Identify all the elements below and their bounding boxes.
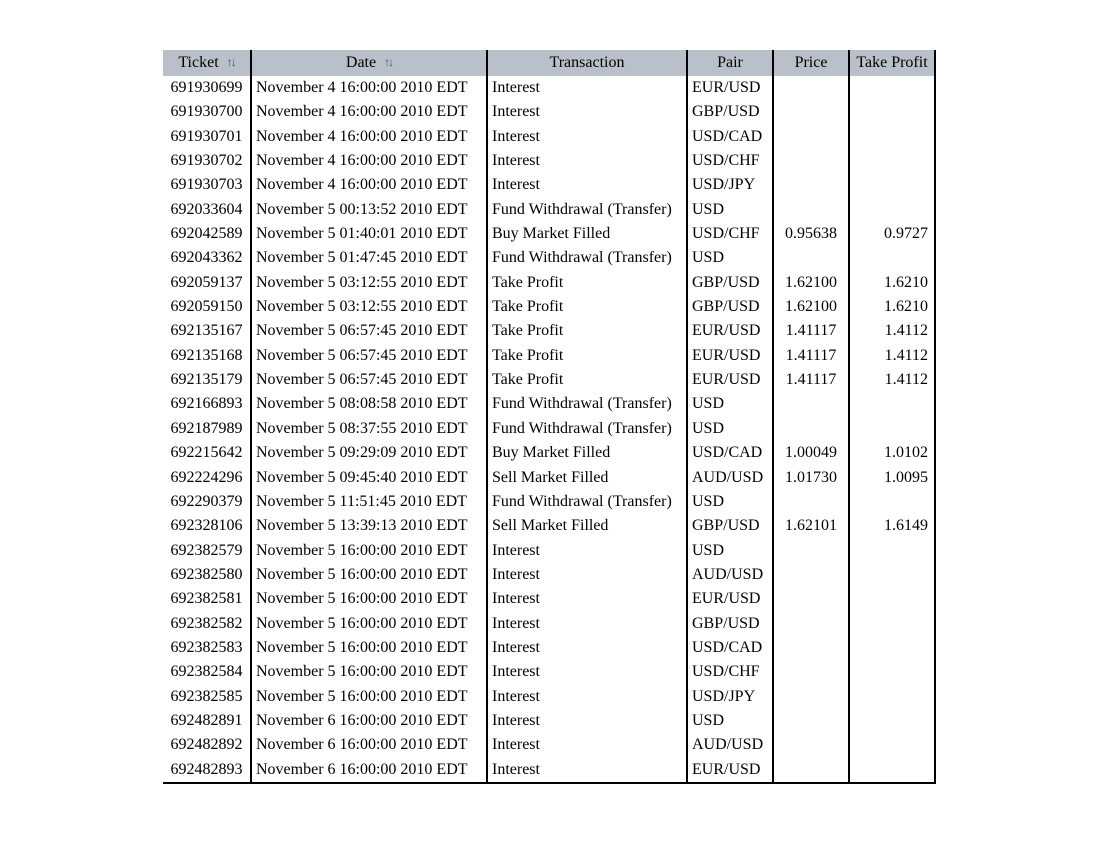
cell-ticket: 692135179 [163,368,251,392]
cell-price [773,173,849,197]
cell-transaction: Interest [487,636,687,660]
cell-ticket: 692328106 [163,514,251,538]
cell-ticket: 692166893 [163,392,251,416]
cell-take_profit [849,76,935,100]
cell-transaction: Sell Market Filled [487,514,687,538]
cell-pair: EUR/USD [687,76,773,100]
table-row [163,368,935,392]
table-row [163,709,935,733]
cell-pair: USD/JPY [687,685,773,709]
table-row [163,295,935,319]
cell-price [773,587,849,611]
transaction-history-table [163,50,936,784]
cell-ticket: 692224296 [163,466,251,490]
cell-ticket: 692482891 [163,709,251,733]
cell-take_profit [849,733,935,757]
column-header-date[interactable] [251,50,487,76]
cell-take_profit: 1.6210 [849,271,935,295]
cell-date: November 5 01:47:45 2010 EDT [251,246,487,270]
cell-ticket: 692382579 [163,539,251,563]
column-header-take-profit [849,50,935,76]
cell-transaction: Take Profit [487,295,687,319]
cell-transaction: Interest [487,587,687,611]
cell-price [773,100,849,124]
cell-transaction: Interest [487,758,687,783]
cell-transaction: Interest [487,539,687,563]
table-row [163,685,935,709]
cell-ticket: 692187989 [163,417,251,441]
cell-date: November 5 16:00:00 2010 EDT [251,563,487,587]
table-row [163,149,935,173]
cell-take_profit: 1.4112 [849,344,935,368]
cell-transaction: Take Profit [487,368,687,392]
cell-ticket: 692382582 [163,612,251,636]
table-row [163,466,935,490]
table-row [163,222,935,246]
cell-pair: AUD/USD [687,466,773,490]
cell-pair: EUR/USD [687,344,773,368]
cell-ticket: 692290379 [163,490,251,514]
cell-price [773,709,849,733]
cell-price: 1.62100 [773,295,849,319]
cell-take_profit [849,100,935,124]
cell-take_profit [849,709,935,733]
column-header-pair [687,50,773,76]
cell-pair: USD [687,490,773,514]
cell-take_profit [849,587,935,611]
cell-ticket: 692382583 [163,636,251,660]
cell-price [773,125,849,149]
cell-pair: USD [687,539,773,563]
column-header-transaction [487,50,687,76]
cell-date: November 5 16:00:00 2010 EDT [251,587,487,611]
table-row [163,100,935,124]
cell-transaction: Buy Market Filled [487,222,687,246]
cell-take_profit: 1.4112 [849,319,935,343]
cell-price [773,758,849,783]
sort-icon[interactable]: ↑↓ [384,55,393,69]
table-row [163,514,935,538]
cell-price: 1.41117 [773,344,849,368]
cell-pair: USD [687,417,773,441]
cell-pair: USD/CHF [687,660,773,684]
cell-take_profit [849,392,935,416]
cell-take_profit [849,198,935,222]
cell-date: November 5 06:57:45 2010 EDT [251,368,487,392]
cell-price [773,612,849,636]
cell-ticket: 692043362 [163,246,251,270]
column-header-date-label: Date [345,54,377,71]
cell-price [773,392,849,416]
table-row [163,198,935,222]
cell-pair: GBP/USD [687,514,773,538]
cell-price [773,733,849,757]
cell-price: 1.41117 [773,368,849,392]
table-row [163,76,935,100]
cell-take_profit [849,417,935,441]
cell-price [773,685,849,709]
cell-pair: USD/CHF [687,149,773,173]
cell-take_profit: 1.0095 [849,466,935,490]
cell-ticket: 691930703 [163,173,251,197]
cell-date: November 5 00:13:52 2010 EDT [251,198,487,222]
cell-pair: USD/JPY [687,173,773,197]
cell-price: 1.62101 [773,514,849,538]
cell-transaction: Interest [487,100,687,124]
cell-date: November 5 06:57:45 2010 EDT [251,319,487,343]
column-header-take-profit-label: Take Profit [856,54,928,71]
cell-date: November 5 16:00:00 2010 EDT [251,685,487,709]
cell-pair: AUD/USD [687,733,773,757]
cell-ticket: 691930701 [163,125,251,149]
column-header-pair-label: Pair [717,54,743,71]
cell-take_profit [849,563,935,587]
cell-take_profit: 1.4112 [849,368,935,392]
cell-ticket: 692382584 [163,660,251,684]
cell-ticket: 692059137 [163,271,251,295]
cell-pair: USD/CAD [687,441,773,465]
cell-price: 1.62100 [773,271,849,295]
cell-price [773,417,849,441]
cell-pair: USD [687,198,773,222]
table-row [163,392,935,416]
column-header-transaction-label: Transaction [549,54,625,71]
table-row [163,636,935,660]
cell-take_profit [849,539,935,563]
cell-ticket: 691930699 [163,76,251,100]
cell-pair: USD/CAD [687,636,773,660]
cell-date: November 5 09:45:40 2010 EDT [251,466,487,490]
cell-date: November 4 16:00:00 2010 EDT [251,100,487,124]
table-row [163,490,935,514]
cell-take_profit [849,660,935,684]
cell-date: November 5 16:00:00 2010 EDT [251,539,487,563]
cell-pair: EUR/USD [687,758,773,783]
cell-ticket: 692135168 [163,344,251,368]
cell-take_profit [849,490,935,514]
cell-ticket: 691930700 [163,100,251,124]
cell-pair: USD [687,246,773,270]
cell-ticket: 692482893 [163,758,251,783]
table-row [163,441,935,465]
cell-date: November 5 09:29:09 2010 EDT [251,441,487,465]
cell-date: November 5 16:00:00 2010 EDT [251,660,487,684]
cell-transaction: Interest [487,173,687,197]
cell-price [773,198,849,222]
cell-price: 1.00049 [773,441,849,465]
cell-pair: USD [687,392,773,416]
column-header-ticket-label: Ticket [178,54,219,71]
cell-transaction: Fund Withdrawal (Transfer) [487,246,687,270]
cell-date: November 5 08:08:58 2010 EDT [251,392,487,416]
cell-date: November 5 03:12:55 2010 EDT [251,271,487,295]
cell-ticket: 692482892 [163,733,251,757]
cell-date: November 5 08:37:55 2010 EDT [251,417,487,441]
cell-date: November 5 01:40:01 2010 EDT [251,222,487,246]
cell-transaction: Interest [487,76,687,100]
cell-pair: GBP/USD [687,271,773,295]
cell-price [773,149,849,173]
cell-transaction: Buy Market Filled [487,441,687,465]
cell-transaction: Interest [487,660,687,684]
cell-date: November 5 03:12:55 2010 EDT [251,295,487,319]
cell-date: November 4 16:00:00 2010 EDT [251,149,487,173]
cell-take_profit: 1.6149 [849,514,935,538]
cell-price [773,563,849,587]
column-header-price [773,50,849,76]
cell-pair: AUD/USD [687,563,773,587]
cell-pair: USD/CHF [687,222,773,246]
cell-date: November 5 06:57:45 2010 EDT [251,344,487,368]
table-row [163,563,935,587]
cell-take_profit [849,246,935,270]
cell-transaction: Fund Withdrawal (Transfer) [487,198,687,222]
cell-take_profit [849,125,935,149]
cell-price [773,539,849,563]
cell-take_profit [849,636,935,660]
table-header-row [163,50,935,76]
cell-date: November 6 16:00:00 2010 EDT [251,758,487,783]
cell-date: November 5 16:00:00 2010 EDT [251,636,487,660]
cell-pair: EUR/USD [687,587,773,611]
cell-transaction: Fund Withdrawal (Transfer) [487,417,687,441]
cell-transaction: Fund Withdrawal (Transfer) [487,392,687,416]
cell-ticket: 692033604 [163,198,251,222]
cell-ticket: 692382580 [163,563,251,587]
cell-date: November 6 16:00:00 2010 EDT [251,709,487,733]
cell-price: 0.95638 [773,222,849,246]
cell-transaction: Take Profit [487,319,687,343]
table-row [163,125,935,149]
table-row [163,660,935,684]
cell-transaction: Interest [487,149,687,173]
table-body [163,76,935,783]
cell-date: November 5 11:51:45 2010 EDT [251,490,487,514]
cell-pair: USD/CAD [687,125,773,149]
cell-transaction: Interest [487,125,687,149]
cell-date: November 4 16:00:00 2010 EDT [251,76,487,100]
cell-pair: GBP/USD [687,100,773,124]
table-row [163,271,935,295]
cell-price [773,636,849,660]
cell-ticket: 692135167 [163,319,251,343]
cell-transaction: Take Profit [487,344,687,368]
cell-date: November 4 16:00:00 2010 EDT [251,173,487,197]
cell-take_profit [849,685,935,709]
table-row [163,417,935,441]
cell-take_profit [849,758,935,783]
cell-transaction: Sell Market Filled [487,466,687,490]
cell-transaction: Interest [487,612,687,636]
cell-pair: USD [687,709,773,733]
table-row [163,758,935,783]
cell-ticket: 691930702 [163,149,251,173]
cell-transaction: Interest [487,709,687,733]
column-header-price-label: Price [794,54,828,71]
table-row [163,587,935,611]
cell-date: November 5 13:39:13 2010 EDT [251,514,487,538]
table-row [163,173,935,197]
cell-date: November 5 16:00:00 2010 EDT [251,612,487,636]
cell-take_profit: 1.0102 [849,441,935,465]
table-row [163,246,935,270]
sort-icon[interactable]: ↑↓ [226,55,235,69]
cell-price [773,660,849,684]
cell-price: 1.41117 [773,319,849,343]
cell-transaction: Interest [487,563,687,587]
cell-transaction: Interest [487,733,687,757]
table-row [163,612,935,636]
table-row [163,319,935,343]
cell-take_profit [849,173,935,197]
cell-price [773,246,849,270]
cell-pair: GBP/USD [687,295,773,319]
cell-take_profit [849,612,935,636]
cell-date: November 4 16:00:00 2010 EDT [251,125,487,149]
cell-transaction: Interest [487,685,687,709]
table-row [163,733,935,757]
cell-take_profit [849,149,935,173]
cell-ticket: 692215642 [163,441,251,465]
cell-ticket: 692382581 [163,587,251,611]
cell-pair: EUR/USD [687,319,773,343]
cell-date: November 6 16:00:00 2010 EDT [251,733,487,757]
cell-price [773,76,849,100]
cell-ticket: 692382585 [163,685,251,709]
cell-take_profit: 0.9727 [849,222,935,246]
cell-price [773,490,849,514]
cell-take_profit: 1.6210 [849,295,935,319]
cell-pair: EUR/USD [687,368,773,392]
cell-transaction: Fund Withdrawal (Transfer) [487,490,687,514]
table-row [163,539,935,563]
cell-ticket: 692042589 [163,222,251,246]
cell-ticket: 692059150 [163,295,251,319]
column-header-ticket[interactable] [163,50,251,76]
cell-transaction: Take Profit [487,271,687,295]
table-row [163,344,935,368]
cell-price: 1.01730 [773,466,849,490]
cell-pair: GBP/USD [687,612,773,636]
